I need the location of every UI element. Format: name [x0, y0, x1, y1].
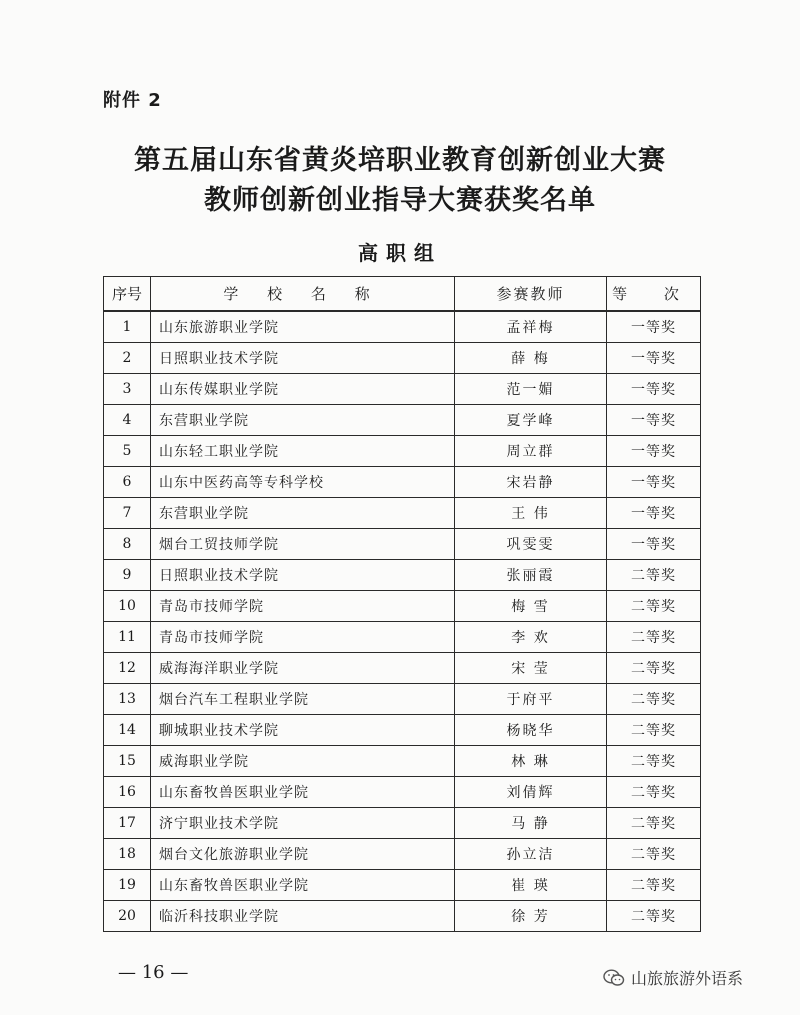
table-row [104, 622, 701, 653]
cell-teacher: 崔 瑛 [455, 870, 607, 901]
cell-no: 6 [104, 467, 151, 498]
awards-table [103, 276, 701, 932]
cell-award: 一等奖 [607, 405, 701, 436]
cell-teacher: 范一媚 [455, 374, 607, 405]
cell-teacher: 刘倩辉 [455, 777, 607, 808]
table-row [104, 560, 701, 591]
cell-school: 烟台文化旅游职业学院 [151, 839, 455, 870]
table-row [104, 777, 701, 808]
cell-no: 4 [104, 405, 151, 436]
cell-teacher: 孟祥梅 [455, 311, 607, 343]
cell-no: 12 [104, 653, 151, 684]
table-row [104, 808, 701, 839]
table-row [104, 901, 701, 932]
cell-school: 山东畜牧兽医职业学院 [151, 870, 455, 901]
page-number: — 16 — [118, 962, 189, 983]
table-row [104, 684, 701, 715]
table-row [104, 715, 701, 746]
cell-no: 19 [104, 870, 151, 901]
cell-award: 二等奖 [607, 901, 701, 932]
cell-school: 烟台工贸技师学院 [151, 529, 455, 560]
cell-school: 山东旅游职业学院 [151, 311, 455, 343]
group-label: 高职组 [358, 241, 442, 265]
cell-teacher: 杨晓华 [455, 715, 607, 746]
attachment-label: 附件 2 [103, 90, 162, 111]
cell-award: 二等奖 [607, 684, 701, 715]
cell-school: 威海海洋职业学院 [151, 653, 455, 684]
watermark [603, 966, 743, 989]
cell-award: 一等奖 [607, 311, 701, 343]
header-no: 序号 [104, 277, 151, 312]
cell-award: 二等奖 [607, 715, 701, 746]
table-row [104, 405, 701, 436]
cell-no: 13 [104, 684, 151, 715]
header-award: 等 次 [607, 277, 701, 312]
table-row [104, 839, 701, 870]
cell-teacher: 马 静 [455, 808, 607, 839]
cell-award: 一等奖 [607, 343, 701, 374]
cell-teacher: 徐 芳 [455, 901, 607, 932]
table-row [104, 746, 701, 777]
cell-award: 二等奖 [607, 560, 701, 591]
cell-school: 山东中医药高等专科学校 [151, 467, 455, 498]
cell-no: 9 [104, 560, 151, 591]
cell-award: 二等奖 [607, 653, 701, 684]
cell-school: 日照职业技术学院 [151, 343, 455, 374]
cell-teacher: 周立群 [455, 436, 607, 467]
cell-school: 烟台汽车工程职业学院 [151, 684, 455, 715]
cell-no: 14 [104, 715, 151, 746]
cell-no: 3 [104, 374, 151, 405]
table-row [104, 529, 701, 560]
cell-award: 一等奖 [607, 529, 701, 560]
cell-teacher: 宋 莹 [455, 653, 607, 684]
cell-no: 1 [104, 311, 151, 343]
table-row [104, 498, 701, 529]
cell-no: 8 [104, 529, 151, 560]
cell-no: 17 [104, 808, 151, 839]
cell-no: 11 [104, 622, 151, 653]
table-row [104, 311, 701, 343]
cell-teacher: 梅 雪 [455, 591, 607, 622]
table-header-row [104, 277, 701, 312]
watermark-text: 山旅旅游外语系 [631, 969, 744, 988]
header-school: 学 校 名 称 [151, 277, 455, 312]
cell-school: 山东轻工职业学院 [151, 436, 455, 467]
table-row [104, 374, 701, 405]
cell-school: 济宁职业技术学院 [151, 808, 455, 839]
cell-no: 5 [104, 436, 151, 467]
cell-teacher: 巩雯雯 [455, 529, 607, 560]
cell-school: 聊城职业技术学院 [151, 715, 455, 746]
cell-no: 10 [104, 591, 151, 622]
cell-school: 日照职业技术学院 [151, 560, 455, 591]
cell-award: 一等奖 [607, 467, 701, 498]
header-teacher: 参赛教师 [455, 277, 607, 312]
cell-award: 二等奖 [607, 808, 701, 839]
cell-award: 二等奖 [607, 622, 701, 653]
cell-school: 东营职业学院 [151, 405, 455, 436]
cell-award: 二等奖 [607, 746, 701, 777]
cell-no: 20 [104, 901, 151, 932]
table-row [104, 870, 701, 901]
cell-teacher: 宋岩静 [455, 467, 607, 498]
cell-teacher: 张丽霞 [455, 560, 607, 591]
cell-no: 16 [104, 777, 151, 808]
table-row [104, 436, 701, 467]
table-row [104, 467, 701, 498]
cell-teacher: 孙立洁 [455, 839, 607, 870]
cell-teacher: 于府平 [455, 684, 607, 715]
cell-school: 临沂科技职业学院 [151, 901, 455, 932]
cell-award: 二等奖 [607, 839, 701, 870]
cell-award: 一等奖 [607, 374, 701, 405]
document-title-line-2: 教师创新创业指导大赛获奖名单 [204, 185, 596, 216]
cell-no: 7 [104, 498, 151, 529]
cell-award: 一等奖 [607, 436, 701, 467]
cell-school: 青岛市技师学院 [151, 591, 455, 622]
cell-school: 东营职业学院 [151, 498, 455, 529]
table-body [104, 311, 701, 932]
table-row [104, 653, 701, 684]
document-title-line-1: 第五届山东省黄炎培职业教育创新创业大赛 [134, 145, 666, 176]
wechat-icon [603, 969, 625, 987]
cell-school: 山东畜牧兽医职业学院 [151, 777, 455, 808]
cell-school: 青岛市技师学院 [151, 622, 455, 653]
cell-teacher: 李 欢 [455, 622, 607, 653]
cell-school: 山东传媒职业学院 [151, 374, 455, 405]
cell-school: 威海职业学院 [151, 746, 455, 777]
cell-no: 15 [104, 746, 151, 777]
cell-no: 2 [104, 343, 151, 374]
cell-teacher: 薛 梅 [455, 343, 607, 374]
cell-no: 18 [104, 839, 151, 870]
table-row [104, 343, 701, 374]
cell-award: 一等奖 [607, 498, 701, 529]
cell-teacher: 王 伟 [455, 498, 607, 529]
table-row [104, 591, 701, 622]
cell-award: 二等奖 [607, 870, 701, 901]
cell-teacher: 夏学峰 [455, 405, 607, 436]
cell-award: 二等奖 [607, 777, 701, 808]
cell-award: 二等奖 [607, 591, 701, 622]
cell-teacher: 林 琳 [455, 746, 607, 777]
